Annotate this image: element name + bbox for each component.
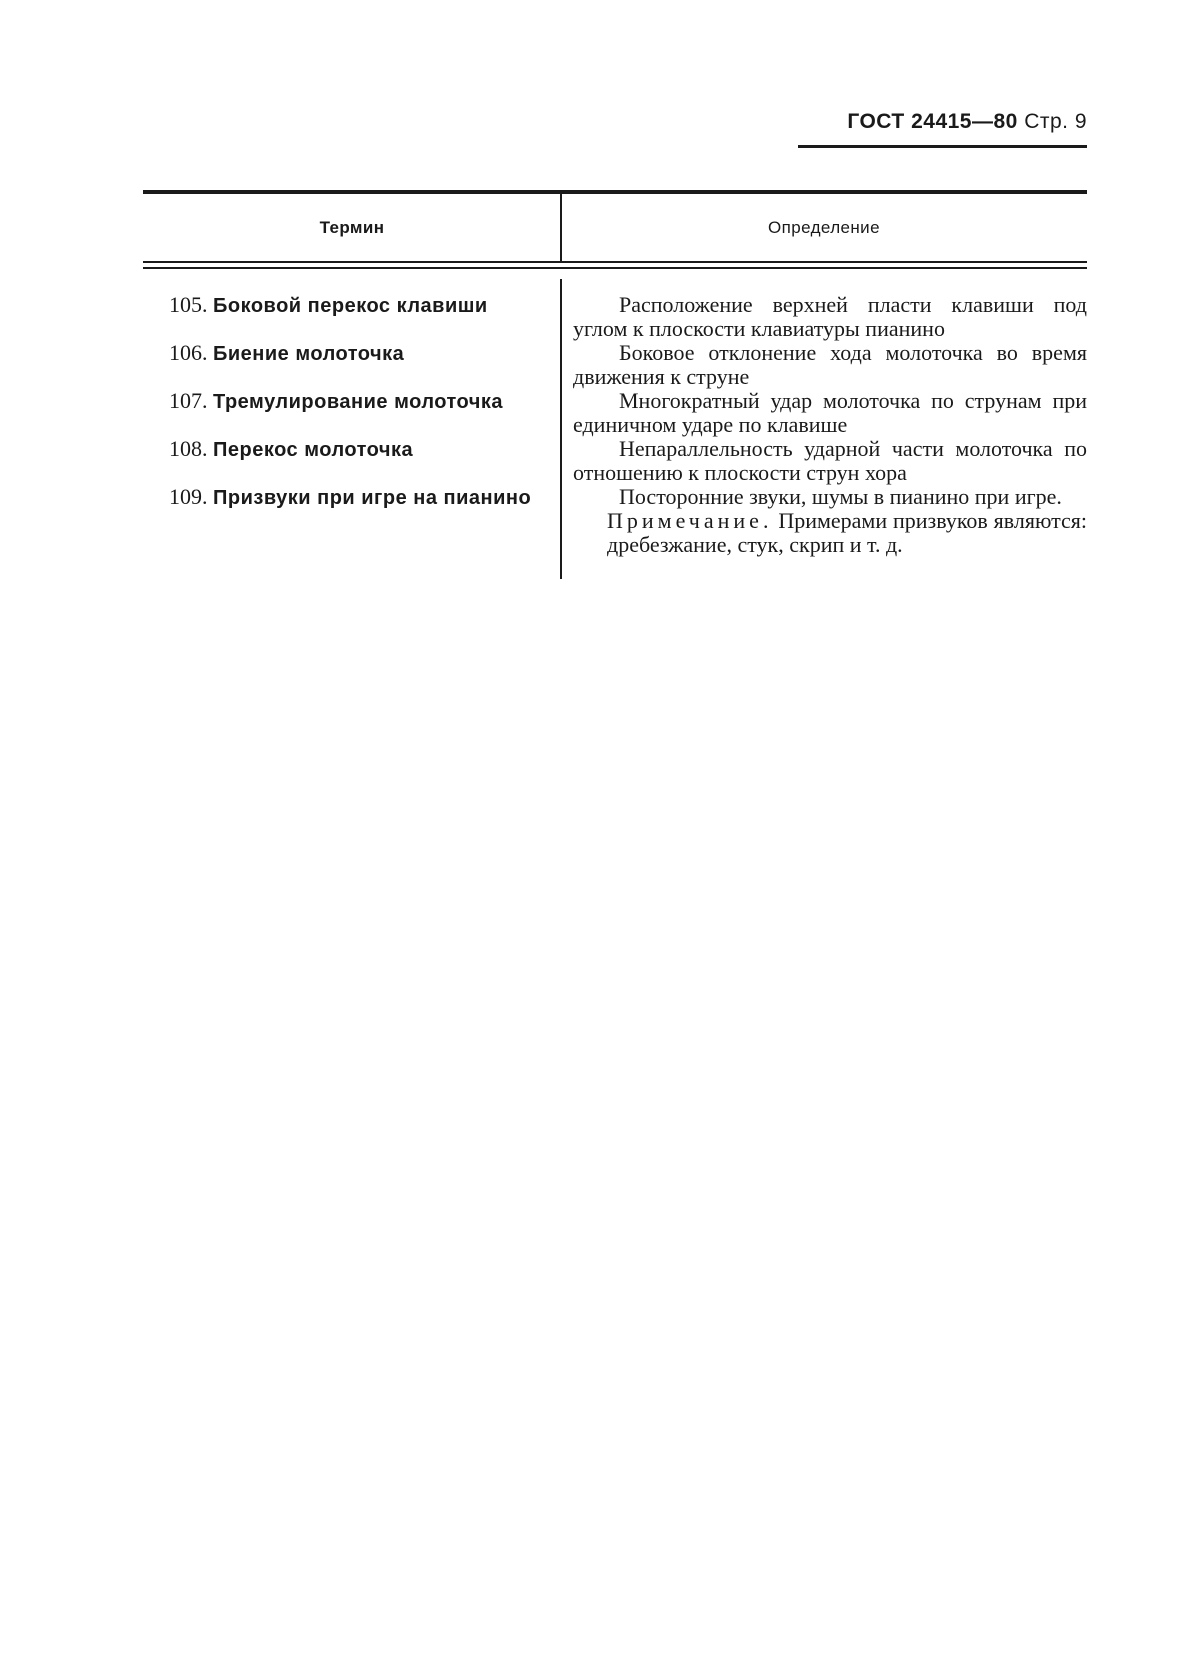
definition-cell: Многократный удар молоточка по струнам при единичном ударе по клавише (573, 388, 1087, 437)
table-row (143, 437, 1087, 485)
term-cell (143, 485, 561, 557)
term-name: Боковой перекос клавиши (213, 295, 488, 317)
term-name: Биение молоточка (213, 343, 405, 365)
definition-cell: Непараллельность ударной части молоточка по отношению к плоскости струн хора (573, 436, 1087, 485)
page-header (847, 110, 1087, 134)
term-cell (143, 341, 561, 389)
note-text: Примерами призвуков являются: дребезжание, стук, скрип и т. д. (607, 508, 1087, 557)
term-number: 107. (169, 388, 208, 413)
header-double-rule (143, 261, 1087, 269)
term-name: Перекос молоточка (213, 439, 414, 461)
column-header-definition: Определение (768, 217, 880, 237)
term-number: 109. (169, 484, 208, 509)
column-divider (560, 279, 562, 579)
header-rule (798, 145, 1087, 148)
table-row (143, 485, 1087, 557)
term-name: Призвуки при игре на пианино (213, 487, 532, 509)
table-row (143, 341, 1087, 389)
definition-cell (561, 485, 1087, 557)
term-cell (143, 389, 561, 437)
table-row (143, 389, 1087, 437)
table-row (143, 293, 1087, 341)
note-label: Примечание. (607, 508, 773, 533)
table-body (143, 269, 1087, 579)
term-number: 108. (169, 436, 208, 461)
page-number: Стр. 9 (1024, 110, 1087, 133)
term-number: 105. (169, 292, 208, 317)
term-name: Тремулирование молоточка (213, 391, 503, 413)
terms-table (143, 190, 1087, 579)
definition-cell: Боковое отклонение хода молоточка во время движения к струне (573, 340, 1087, 389)
term-number: 106. (169, 340, 208, 365)
definition-note (561, 509, 1087, 557)
standard-number: ГОСТ 24415—80 (847, 110, 1018, 133)
definition-cell: Расположение верхней пласти клавиши под углом к плоскости клавиатуры пианино (573, 292, 1087, 341)
table-header-row (143, 194, 1087, 261)
term-cell (143, 293, 561, 341)
term-cell (143, 437, 561, 485)
definition-text: Посторонние звуки, шумы в пианино при игре. (619, 484, 1062, 509)
column-header-term: Термин (319, 217, 385, 237)
